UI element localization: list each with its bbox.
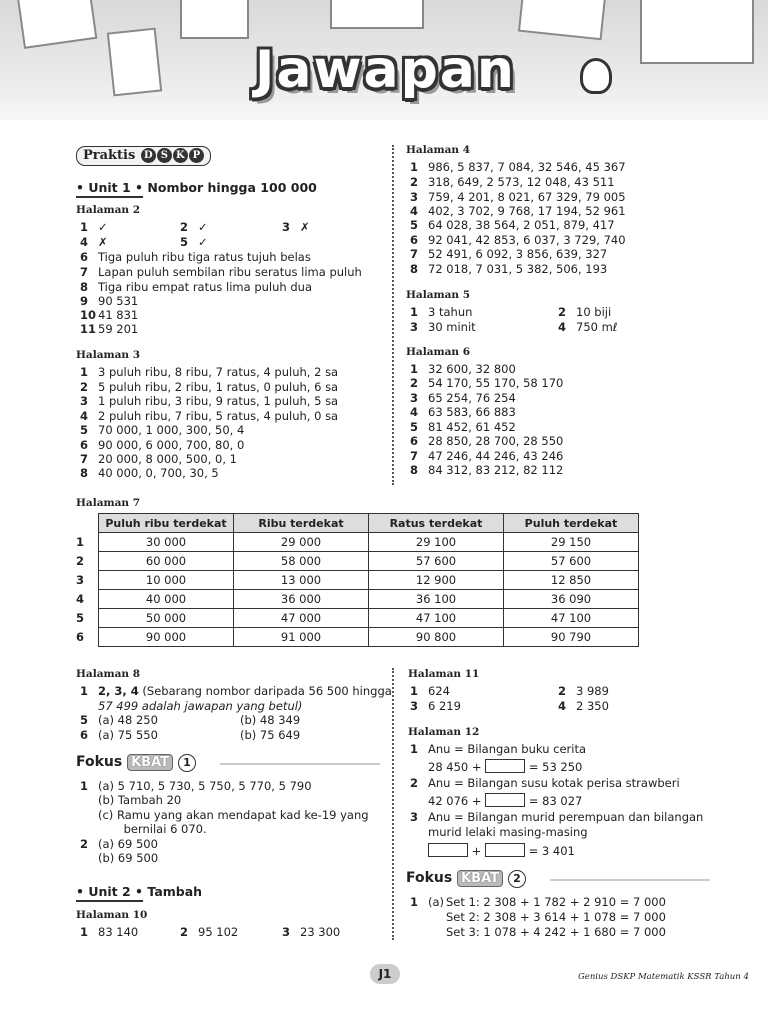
answer-line (410, 160, 626, 174)
answer-text: (a) 5 710, 5 730, 5 750, 5 770, 5 790 (98, 779, 312, 793)
answer-line (80, 235, 108, 249)
q-number: 3 (282, 925, 291, 939)
dskp-letter: K (173, 148, 188, 163)
answer-line (410, 190, 626, 204)
answer-line (410, 247, 607, 261)
answer-line (558, 699, 609, 713)
answer-line (80, 793, 181, 807)
halaman-11-title: Halaman 11 (408, 668, 480, 680)
q-number: 7 (80, 452, 89, 466)
q-number: 2 (558, 684, 567, 698)
q-number: 2 (80, 380, 89, 394)
table-cell: 90 000 (99, 628, 234, 647)
answer-text: ✗ (98, 235, 108, 249)
fokus-number: 2 (508, 870, 526, 888)
q-number: 3 (410, 810, 419, 824)
q-number: 3 (282, 220, 291, 234)
answer-text: (a) 69 500 (98, 837, 158, 851)
q-number: 8 (80, 280, 89, 294)
answer-box (485, 843, 525, 857)
answer-line (282, 220, 310, 234)
answer-line (80, 837, 158, 851)
answer-line (80, 779, 312, 793)
answer-text: 40 000, 0, 700, 30, 5 (98, 466, 219, 480)
answer-line (80, 280, 312, 294)
answer-line (410, 776, 680, 790)
answer-text: 402, 3 702, 9 768, 17 194, 52 961 (428, 204, 626, 218)
answer-line (410, 305, 472, 319)
equation-line (428, 759, 582, 774)
answer-line (80, 452, 237, 466)
equation-part: = 83 027 (528, 794, 583, 808)
answer-text: ✓ (198, 220, 208, 234)
q-number: 3 (410, 391, 419, 405)
equation-part: 28 450 + (428, 760, 482, 774)
answer-line (80, 684, 392, 698)
q-number: 8 (80, 466, 89, 480)
q-number: 5 (80, 713, 89, 727)
table-cell: 10 000 (99, 571, 234, 590)
halaman-5-title: Halaman 5 (406, 289, 471, 301)
answer-line: murid lelaki masing-masing (428, 825, 588, 839)
fokus-label: Fokus (406, 870, 453, 886)
column-header: Ribu terdekat (234, 514, 369, 533)
row-number: 1 (76, 535, 85, 549)
table-cell: 30 000 (99, 533, 234, 552)
q-number: 2 (180, 925, 189, 939)
answer-text: (a) 75 550 (98, 728, 158, 742)
q-number: 1 (410, 895, 419, 909)
answer-line (80, 394, 338, 408)
table-cell: 36 000 (234, 590, 369, 609)
answer-line: (b) 75 649 (240, 728, 301, 742)
page-title: Jawapan (255, 40, 516, 100)
table-row (76, 552, 639, 571)
fokus-kbat-1-heading (76, 754, 196, 772)
answer-line: (b) 48 349 (240, 713, 301, 727)
halaman-10-title: Halaman 10 (76, 909, 148, 921)
q-number: 6 (80, 250, 89, 264)
paper-decoration (180, 0, 249, 39)
answer-text: 72 018, 7 031, 5 382, 506, 193 (428, 262, 608, 276)
q-number: 8 (410, 463, 419, 477)
answer-text: 41 831 (98, 308, 139, 322)
answer-line (410, 420, 516, 434)
q-number: 4 (80, 409, 89, 423)
q-number: 6 (410, 434, 419, 448)
praktis-label: Praktis (83, 148, 136, 163)
answer-text: Anu = Bilangan buku cerita (428, 742, 587, 756)
answer-box (485, 759, 525, 773)
answer-text: (a) (428, 895, 445, 909)
q-number: 3 (410, 190, 419, 204)
table-cell: 47 100 (369, 609, 504, 628)
answer-text: Tiga puluh ribu tiga ratus tujuh belas (98, 250, 311, 264)
table-cell: 12 900 (369, 571, 504, 590)
q-number: 1 (410, 684, 419, 698)
answer-text: 986, 5 837, 7 084, 32 546, 45 367 (428, 160, 626, 174)
answer-line: Set 2: 2 308 + 3 614 + 1 078 = 7 000 (446, 910, 666, 924)
answer-text: (Sebarang nombor daripada 56 500 hingga (138, 684, 392, 698)
answer-line (410, 376, 563, 390)
book-decoration (640, 0, 754, 64)
q-number: 5 (410, 420, 419, 434)
q-number: 9 (80, 294, 89, 308)
answer-bold: 2, 3, 4 (98, 684, 139, 698)
answer-line (410, 449, 563, 463)
q-number: 2 (410, 776, 419, 790)
praktis-badge (76, 146, 211, 166)
q-number: 2 (80, 837, 89, 851)
table-cell: 58 000 (234, 552, 369, 571)
answer-line (80, 851, 158, 865)
row-number: 6 (76, 630, 85, 644)
q-number: 10 (80, 308, 97, 322)
unit-label: Unit 2 (88, 884, 131, 899)
answer-text: 64 028, 38 564, 2 051, 879, 417 (428, 218, 615, 232)
table-cell: 40 000 (99, 590, 234, 609)
q-number: 3 (410, 320, 419, 334)
dskp-letter: S (157, 148, 172, 163)
row-number: 2 (76, 554, 85, 568)
q-number: 4 (558, 699, 567, 713)
q-number: 3 (80, 394, 89, 408)
q-number: 7 (410, 247, 419, 261)
table-cell: 60 000 (99, 552, 234, 571)
answer-line (80, 713, 158, 727)
q-number: 1 (410, 305, 419, 319)
answer-line (80, 728, 158, 742)
answer-text: bernilai 6 070. (98, 822, 207, 836)
answer-line (80, 925, 138, 939)
answer-line (180, 925, 238, 939)
paper-decoration (330, 0, 424, 29)
q-number: 2 (410, 175, 419, 189)
answer-text: Tiga ribu empat ratus lima puluh dua (98, 280, 312, 294)
answer-line (410, 810, 703, 824)
answer-text: 5 puluh ribu, 2 ribu, 1 ratus, 0 puluh, 6 sa (98, 380, 339, 394)
q-number: 4 (410, 204, 419, 218)
answer-text: 47 246, 44 246, 43 246 (428, 449, 564, 463)
unit-topic: Nombor hingga 100 000 (147, 180, 317, 195)
answer-text: 95 102 (198, 925, 239, 939)
answer-text: (b) 69 500 (98, 851, 159, 865)
answer-text: ✓ (198, 235, 208, 249)
q-number: 2 (558, 305, 567, 319)
column-header: Puluh terdekat (504, 514, 639, 533)
heading-rule (550, 879, 710, 881)
table-cell: 91 000 (234, 628, 369, 647)
answer-text: 92 041, 42 853, 6 037, 3 729, 740 (428, 233, 626, 247)
answer-line (558, 684, 609, 698)
table-row (76, 571, 639, 590)
column-divider (392, 668, 394, 940)
answer-line (410, 684, 450, 698)
table-cell: 29 000 (234, 533, 369, 552)
q-number: 7 (410, 449, 419, 463)
q-number: 2 (410, 376, 419, 390)
halaman-6-title: Halaman 6 (406, 346, 471, 358)
equation-line (428, 793, 582, 808)
table-row (76, 590, 639, 609)
lightbulb-icon (580, 58, 612, 94)
answer-text: 83 140 (98, 925, 139, 939)
q-number: 6 (80, 438, 89, 452)
q-number: 1 (410, 362, 419, 376)
answer-text: 20 000, 8 000, 500, 0, 1 (98, 452, 237, 466)
answer-text: ✗ (300, 220, 310, 234)
table-cell: 29 100 (369, 533, 504, 552)
table-cell: 57 600 (369, 552, 504, 571)
dskp-letter: D (141, 148, 156, 163)
table-cell: 57 600 (504, 552, 639, 571)
answer-text: (c) Ramu yang akan mendapat kad ke-19 yang (98, 808, 369, 822)
answer-line (80, 822, 207, 836)
answer-line (410, 463, 563, 477)
answer-line (80, 294, 138, 308)
halaman-8-title: Halaman 8 (76, 668, 141, 680)
answer-text: 3 tahun (428, 305, 473, 319)
heading-rule (220, 763, 380, 765)
answer-line (410, 218, 615, 232)
answer-text: Lapan puluh sembilan ribu seratus lima puluh (98, 265, 362, 279)
equation-part: + (471, 844, 482, 858)
answer-text: 54 170, 55 170, 58 170 (428, 376, 564, 390)
halaman-12-title: Halaman 12 (408, 726, 480, 738)
answer-line (180, 220, 208, 234)
answer-text: 59 201 (98, 322, 139, 336)
answer-text: 10 biji (576, 305, 612, 319)
halaman-7-title: Halaman 7 (76, 497, 141, 509)
q-number: 1 (80, 365, 89, 379)
answer-line (80, 322, 138, 336)
table-cell: 13 000 (234, 571, 369, 590)
answer-text: 90 000, 6 000, 700, 80, 0 (98, 438, 245, 452)
answer-text: (a) 48 250 (98, 713, 158, 727)
answer-line (80, 409, 338, 423)
page-number: J1 (370, 964, 400, 984)
q-number: 1 (80, 925, 89, 939)
answer-line (80, 220, 108, 234)
answer-line (410, 699, 461, 713)
table-cell: 90 800 (369, 628, 504, 647)
unit-2-heading: • Unit 2 • Tambah (76, 884, 202, 899)
q-number: 4 (80, 235, 89, 249)
table-cell: 29 150 (504, 533, 639, 552)
answer-text: 81 452, 61 452 (428, 420, 516, 434)
answer-line (410, 742, 586, 756)
answer-line (558, 320, 618, 334)
answer-text: 750 mℓ (576, 320, 618, 334)
answer-box (428, 843, 468, 857)
answer-line: 57 499 adalah jawapan yang betul) (98, 699, 303, 713)
q-number: 4 (558, 320, 567, 334)
q-number: 3 (410, 699, 419, 713)
q-number: 5 (180, 235, 189, 249)
answer-line (80, 380, 338, 394)
answer-line (410, 233, 626, 247)
row-number: 5 (76, 611, 85, 625)
equation-part: 42 076 + (428, 794, 482, 808)
fokus-label: Fokus (76, 754, 123, 770)
answer-text: 6 219 (428, 699, 461, 713)
table-cell: 47 000 (234, 609, 369, 628)
table-row (76, 628, 639, 647)
q-number: 2 (180, 220, 189, 234)
kbat-label: KBAT (127, 754, 173, 771)
paper-decoration (518, 0, 606, 40)
answer-line (410, 262, 607, 276)
answer-line: Set 3: 1 078 + 4 242 + 1 680 = 7 000 (446, 925, 666, 939)
answer-line (80, 308, 138, 322)
answer-text: 52 491, 6 092, 3 856, 639, 327 (428, 247, 608, 261)
answer-text: Anu = Bilangan susu kotak perisa strawberi (428, 776, 680, 790)
unit-1-heading: • Unit 1 • Nombor hingga 100 000 (76, 180, 317, 195)
table-header-row (76, 514, 639, 533)
q-number: 1 (80, 779, 89, 793)
answer-line: Set 1: 2 308 + 1 782 + 2 910 = 7 000 (446, 895, 666, 909)
answer-line (410, 362, 516, 376)
equation-part: = 3 401 (528, 844, 575, 858)
q-number: 6 (80, 728, 89, 742)
fokus-kbat-2-heading (406, 870, 526, 888)
answer-text: 63 583, 66 883 (428, 405, 516, 419)
answer-line (410, 405, 516, 419)
answer-line (282, 925, 340, 939)
q-number: 7 (80, 265, 89, 279)
answer-text: 624 (428, 684, 450, 698)
equation-part: = 53 250 (528, 760, 583, 774)
answer-text: 318, 649, 2 573, 12 048, 43 511 (428, 175, 615, 189)
answer-text: 90 531 (98, 294, 139, 308)
answer-text: 1 puluh ribu, 3 ribu, 9 ratus, 1 puluh, 5 sa (98, 394, 339, 408)
answer-line (80, 423, 244, 437)
table-cell: 90 790 (504, 628, 639, 647)
answer-text: Anu = Bilangan murid perempuan dan bilangan (428, 810, 704, 824)
column-header: Puluh ribu terdekat (99, 514, 234, 533)
table-cell: 36 090 (504, 590, 639, 609)
q-number: 1 (410, 742, 419, 756)
answer-text: 32 600, 32 800 (428, 362, 516, 376)
halaman-2-title: Halaman 2 (76, 204, 141, 216)
note-decoration (107, 28, 162, 97)
table-row (76, 533, 639, 552)
table-cell: 50 000 (99, 609, 234, 628)
answer-line (80, 250, 311, 264)
answer-line (80, 365, 338, 379)
answer-text: 65 254, 76 254 (428, 391, 516, 405)
answer-text: 84 312, 83 212, 82 112 (428, 463, 564, 477)
row-number: 4 (76, 592, 85, 606)
answer-text: 30 minit (428, 320, 476, 334)
table-row (76, 609, 639, 628)
header-banner (0, 0, 768, 120)
answer-text: 23 300 (300, 925, 341, 939)
answer-line (180, 235, 208, 249)
fokus-number: 1 (178, 754, 196, 772)
unit-topic: Tambah (147, 884, 203, 899)
q-number: 5 (80, 423, 89, 437)
kbat-label: KBAT (457, 870, 503, 887)
row-number: 3 (76, 573, 85, 587)
dskp-letter: P (189, 148, 204, 163)
column-divider (392, 145, 394, 485)
table-cell: 47 100 (504, 609, 639, 628)
rounding-table (76, 513, 639, 647)
q-number: 8 (410, 262, 419, 276)
halaman-4-title: Halaman 4 (406, 144, 471, 156)
answer-line (80, 265, 362, 279)
column-header: Ratus terdekat (369, 514, 504, 533)
answer-text: 28 850, 28 700, 28 550 (428, 434, 564, 448)
answer-line (410, 175, 615, 189)
answer-text: 2 puluh ribu, 7 ribu, 5 ratus, 4 puluh, 0 sa (98, 409, 339, 423)
answer-box (485, 793, 525, 807)
q-number: 6 (410, 233, 419, 247)
paper-decoration (17, 0, 98, 49)
answer-line (410, 320, 476, 334)
q-number: 5 (410, 218, 419, 232)
answer-text: 3 puluh ribu, 8 ribu, 7 ratus, 4 puluh, 2 sa (98, 365, 339, 379)
answer-text: 759, 4 201, 8 021, 67 329, 79 005 (428, 190, 626, 204)
table-cell: 12 850 (504, 571, 639, 590)
answer-line (80, 808, 369, 822)
answer-line (410, 391, 516, 405)
answer-text: 2 350 (576, 699, 609, 713)
q-number: 1 (410, 160, 419, 174)
answer-line (558, 305, 611, 319)
q-number: 1 (80, 684, 89, 698)
answer-text: 3 989 (576, 684, 609, 698)
answer-line (80, 466, 219, 480)
answer-line (410, 434, 563, 448)
q-number: 4 (410, 405, 419, 419)
halaman-3-title: Halaman 3 (76, 349, 141, 361)
answer-text: 70 000, 1 000, 300, 50, 4 (98, 423, 245, 437)
q-number: 11 (80, 322, 97, 336)
answer-text: (b) Tambah 20 (98, 793, 182, 807)
answer-line (410, 204, 626, 218)
equation-line (428, 843, 575, 858)
answer-line (410, 895, 444, 909)
table-cell: 36 100 (369, 590, 504, 609)
unit-label: Unit 1 (88, 180, 131, 195)
q-number: 1 (80, 220, 89, 234)
book-title-footer: Genius DSKP Matematik KSSR Tahun 4 (578, 972, 749, 982)
answer-line (80, 438, 244, 452)
answer-text: ✓ (98, 220, 108, 234)
